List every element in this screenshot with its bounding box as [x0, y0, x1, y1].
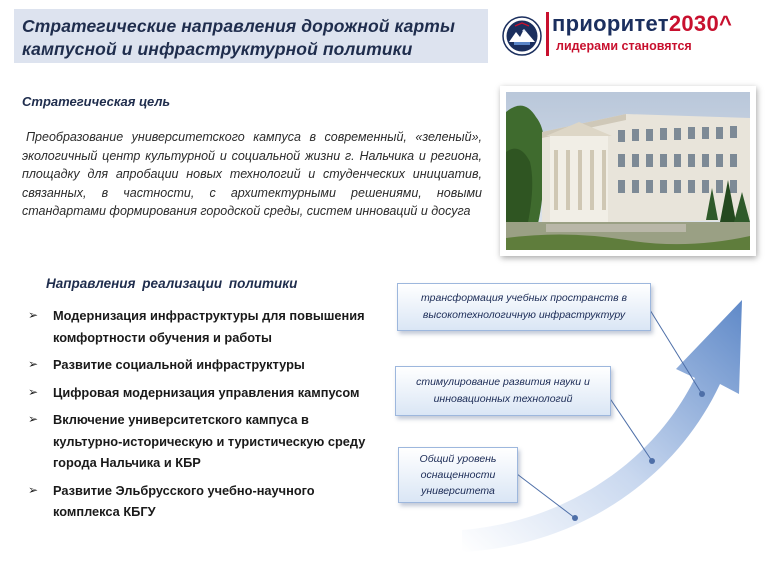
arrow-bullet-icon: ➢	[28, 308, 39, 322]
list-item	[28, 382, 378, 404]
growth-diagram	[390, 260, 768, 576]
logo-wordmark	[552, 11, 732, 37]
campus-building-illustration	[506, 92, 750, 250]
list-item-text: Развитие Эльбрусского учебно-научного комплекса КБГУ	[53, 482, 315, 519]
slide-title-bar	[14, 9, 488, 63]
list-item-text: Цифровая модернизация управления кампусом	[53, 384, 360, 400]
logo-number: 2030^	[668, 11, 733, 36]
arrow-bullet-icon: ➢	[28, 482, 39, 497]
slide-title-line1: Стратегические направления дорожной карты	[22, 16, 456, 36]
list-item-text: Модернизация инфраструктуры для повышения комфортности обучения и работы	[53, 308, 365, 345]
list-item	[28, 354, 378, 376]
goal-text: Преобразование университетского кампуса в современный, «зеленый», экологичный центр культурной и социальной жизни г. Нальчика и региона, площадку для апробации новых технологий и студенческих инициатив, связанных, в частности, с архитектурными решениями, новыми стандартами формирования городской среды, систем инноваций и досуга	[22, 130, 482, 218]
list-item	[28, 409, 378, 474]
priority-2030-logo	[496, 8, 758, 60]
campus-photo	[500, 86, 756, 256]
list-item	[28, 305, 378, 348]
arrow-bullet-icon: ➢	[28, 412, 39, 426]
stage-box-middle: стимулирование развития науки и инновационных технологий	[395, 366, 611, 416]
list-item-text: Развитие социальной инфраструктуры	[53, 357, 305, 372]
list-item	[28, 480, 378, 523]
logo-word: приоритет	[552, 11, 669, 36]
university-emblem-icon	[502, 16, 542, 56]
logo-tagline: лидерами становятся	[556, 39, 692, 53]
goal-heading: Стратегическая цель	[22, 94, 171, 109]
slide-title	[22, 15, 478, 61]
stage-box-bottom: Общий уровень оснащенности университета	[398, 447, 518, 503]
directions-heading: Направления реализации политики	[46, 276, 298, 291]
arrow-bullet-icon: ➢	[28, 357, 39, 371]
list-item-text: Включение университетского кампуса в культурно-историческую и туристическую среду города Нальчика и КБР	[53, 412, 366, 470]
directions-list	[28, 305, 378, 529]
arrow-bullet-icon: ➢	[28, 384, 39, 399]
logo-separator	[546, 12, 549, 56]
stage-box-top: трансформация учебных пространств в высокотехнологичную инфраструктуру	[397, 283, 651, 331]
slide-title-line2: кампусной и инфраструктурной политики	[22, 39, 413, 59]
